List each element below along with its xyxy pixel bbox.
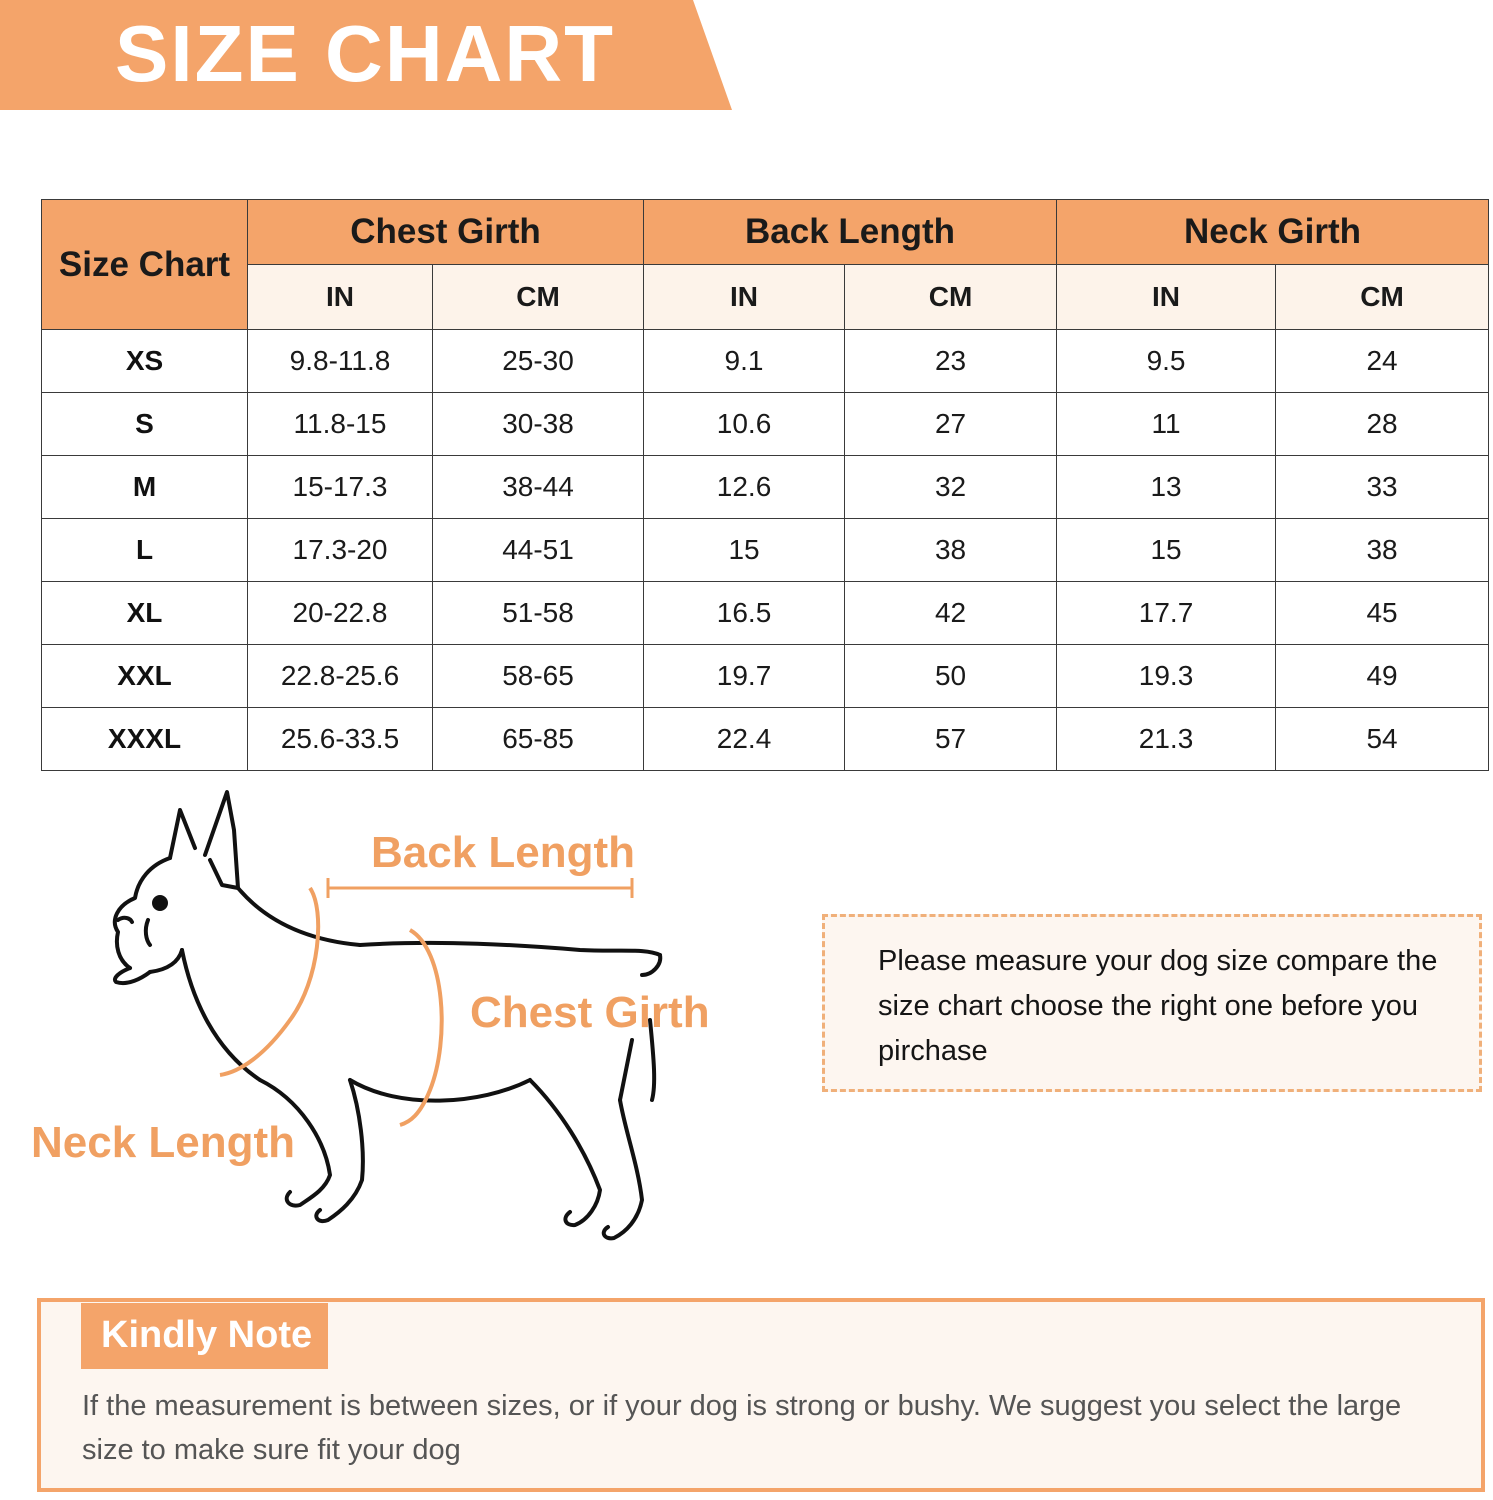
measurement-cell: 24 (1276, 330, 1489, 393)
measurement-cell: 25-30 (433, 330, 644, 393)
measurement-cell: 11 (1057, 393, 1276, 456)
kindly-note-text: If the measurement is between sizes, or if your dog is strong or bushy. We suggest you select the large size to make sure fit your dog (82, 1390, 1402, 1466)
measure-advice-box (822, 914, 1482, 1092)
measurement-cell: 25.6-33.5 (248, 708, 433, 771)
measurement-cell: 19.3 (1057, 645, 1276, 708)
measurement-cell: 45 (1276, 582, 1489, 645)
size-cell: L (42, 519, 248, 582)
neck-length-label: Neck Length (31, 1118, 296, 1167)
measurement-cell: 21.3 (1057, 708, 1276, 771)
measurement-cell: 50 (845, 645, 1057, 708)
kindly-note-box (37, 1298, 1485, 1492)
measurement-cell: 38-44 (433, 456, 644, 519)
back-length-header: Back Length (644, 200, 1057, 265)
measurement-cell: 54 (1276, 708, 1489, 771)
measurement-cell: 27 (845, 393, 1057, 456)
measurement-cell: 38 (1276, 519, 1489, 582)
measurement-cell: 30-38 (433, 393, 644, 456)
measurement-cell: 13 (1057, 456, 1276, 519)
page-title: SIZE CHART (115, 9, 615, 98)
table-row (42, 708, 1489, 771)
size-cell: S (42, 393, 248, 456)
measurement-cell: 57 (845, 708, 1057, 771)
measurement-cell: 33 (1276, 456, 1489, 519)
size-table (41, 199, 1489, 771)
measurement-cell: 42 (845, 582, 1057, 645)
table-row (42, 330, 1489, 393)
table-row (42, 519, 1489, 582)
measurement-cell: 17.3-20 (248, 519, 433, 582)
table-row (42, 582, 1489, 645)
measurement-cell: 32 (845, 456, 1057, 519)
measurement-cell: 11.8-15 (248, 393, 433, 456)
measurement-cell: 44-51 (433, 519, 644, 582)
measurement-cell: 38 (845, 519, 1057, 582)
size-cell: M (42, 456, 248, 519)
measurement-cell: 15 (1057, 519, 1276, 582)
measurement-cell: 15 (644, 519, 845, 582)
table-row (42, 393, 1489, 456)
measurement-cell: 28 (1276, 393, 1489, 456)
size-cell: XL (42, 582, 248, 645)
measurement-cell: 9.1 (644, 330, 845, 393)
measurement-cell: 49 (1276, 645, 1489, 708)
size-cell: XXXL (42, 708, 248, 771)
unit-header: IN (644, 265, 845, 330)
measurement-cell: 19.7 (644, 645, 845, 708)
measurement-cell: 10.6 (644, 393, 845, 456)
size-cell: XS (42, 330, 248, 393)
measurement-cell: 15-17.3 (248, 456, 433, 519)
unit-header: IN (1057, 265, 1276, 330)
kindly-note-tag: Kindly Note (81, 1303, 328, 1369)
measure-advice-text: Please measure your dog size compare the size chart choose the right one before you pirchase (878, 945, 1438, 1067)
measurement-cell: 51-58 (433, 582, 644, 645)
measurement-cell: 12.6 (644, 456, 845, 519)
measurement-cell: 58-65 (433, 645, 644, 708)
measurement-cell: 20-22.8 (248, 582, 433, 645)
size-chart-header: Size Chart (42, 200, 248, 330)
size-cell: XXL (42, 645, 248, 708)
measurement-cell: 9.8-11.8 (248, 330, 433, 393)
measurement-cell: 65-85 (433, 708, 644, 771)
unit-header: IN (248, 265, 433, 330)
measurement-cell: 23 (845, 330, 1057, 393)
table-row (42, 645, 1489, 708)
measurement-cell: 22.8-25.6 (248, 645, 433, 708)
measurement-cell: 9.5 (1057, 330, 1276, 393)
back-length-label: Back Length (371, 828, 636, 877)
neck-girth-header: Neck Girth (1057, 200, 1489, 265)
unit-header: CM (433, 265, 644, 330)
measurement-cell: 17.7 (1057, 582, 1276, 645)
measurement-cell: 16.5 (644, 582, 845, 645)
unit-header: CM (845, 265, 1057, 330)
chest-girth-header: Chest Girth (248, 200, 644, 265)
unit-header: CM (1276, 265, 1489, 330)
chest-girth-label: Chest Girth (470, 988, 710, 1037)
table-row (42, 456, 1489, 519)
measurement-cell: 22.4 (644, 708, 845, 771)
